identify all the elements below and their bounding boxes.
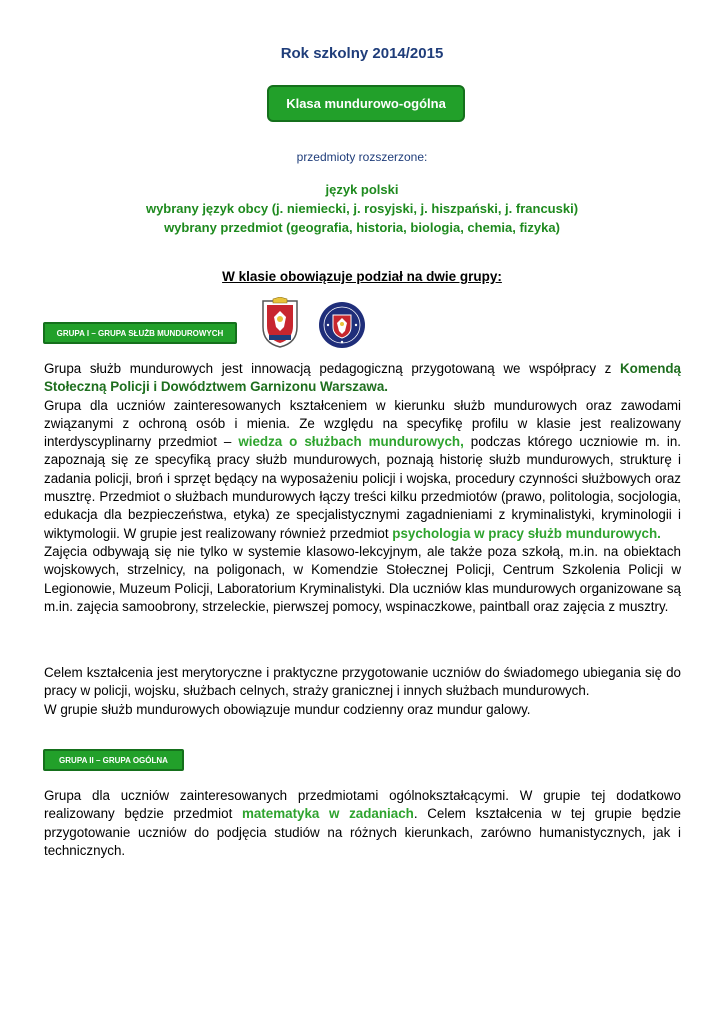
subject-item: język polski: [325, 182, 399, 197]
group1-body-text: Grupa dla uczniów zainteresowanych kształceniem w kierunku służb mundurowych oraz zawodami związanymi z ochroną osób i mienia. Ze względu na specyfikę profilu w klasie jest realizowany interdyscyplinarny przedmiot –: [44, 397, 681, 450]
group2-body-text: Grupa dla uczniów zainteresowanych przedmiotami ogólnokształcącymi. W grupie tej dodatkowo realizowany będzie przedmiot: [44, 788, 681, 822]
group2-body-text: . Celem kształcenia w tej grupie będzie przygotowanie uczniów do podjęcia studiów na różnych kierunkach, zarówno humanistycznych, jak i technicznych.: [44, 806, 681, 858]
subjects-label: przedmioty rozszerzone:: [296, 150, 428, 164]
subject-highlight: matematyka w zadaniach: [241, 806, 414, 822]
page-title: Rok szkolny 2014/2015: [280, 45, 444, 62]
group1-body-text: podczas którego uczniowie m. in. zapoznają się ze specyfiką pracy służb mundurowych, poznają historię służb mundurowych, strukturę i zadania policji, broń i sprzęt będący na wyposażeniu policji i wojska, procedury czynności służbowych oraz musztrę. Przedmiot o służbach mundurowych łączy treści kilku przedmiotów (prawo, politologia, socjologia, edukacja dla bezpieczeństwa, etyka) ze specjalistycznymi zagadnieniami z kryminalistyki, kryminologii i wiktymologii. W grupie jest realizowany również przedmiot: [44, 434, 681, 541]
class-name-box: Klasa mundurowo-ogólna: [267, 85, 465, 122]
group1-goals: [44, 664, 681, 719]
group1-description: [44, 360, 681, 616]
subject-item: wybrany język obcy (j. niemiecki, j. rosyjski, j. hiszpański, j. francuski): [145, 201, 579, 216]
group1-tag: GRUPA I – GRUPA SŁUŻB MUNDUROWYCH: [43, 322, 237, 344]
subject-highlight: wiedza o służbach mundurowych,: [238, 434, 464, 450]
group1-partners: Komendą Stołeczną Policji i Dowództwem Garnizonu Warszawa.: [44, 361, 681, 395]
group1-activities-text: Zajęcia odbywają się nie tylko w systemie klasowo-lekcyjnym, ale także poza szkołą, m.in. na obiektach wojskowych, strzelnicy, na poligonach, w Komendzie Stołecznej Policji, Centrum Szkolenia Policji w Legionowie, Muzeum Policji, Laboratorium Kryminalistyki. Dla uczniów klas mundurowych organizowane są m.in. zajęcia samoobrony, strzeleckie, pierwszej pomocy, wspinaczkowe, paintball oraz zajęcia z musztry.: [44, 543, 681, 614]
garrison-emblem-icon: [318, 301, 366, 349]
groups-heading: W klasie obowiązuje podział na dwie grupy:: [222, 269, 502, 284]
group2-description: [44, 787, 681, 860]
group2-tag: GRUPA II – GRUPA OGÓLNA: [43, 749, 184, 771]
subject-highlight: psychologia w pracy służb mundurowych.: [392, 525, 661, 541]
extended-subjects: [0, 180, 724, 237]
group1-intro-text: Grupa służb mundurowych jest innowacją pedagogiczną przygotowaną we współpracy z: [44, 361, 620, 376]
group1-goal-text: Celem kształcenia jest merytoryczne i praktyczne przygotowanie uczniów do świadomego ubiegania się do pracy w policji, wojsku, służbach celnych, straży granicznej i innych służbach mundurowych.: [44, 665, 681, 699]
subject-item: wybrany przedmiot (geografia, historia, biologia, chemia, fizyka): [164, 220, 560, 235]
group1-uniform-text: W grupie służb mundurowych obowiązuje mundur codzienny oraz mundur galowy.: [44, 701, 531, 717]
police-emblem-icon: [259, 297, 301, 349]
